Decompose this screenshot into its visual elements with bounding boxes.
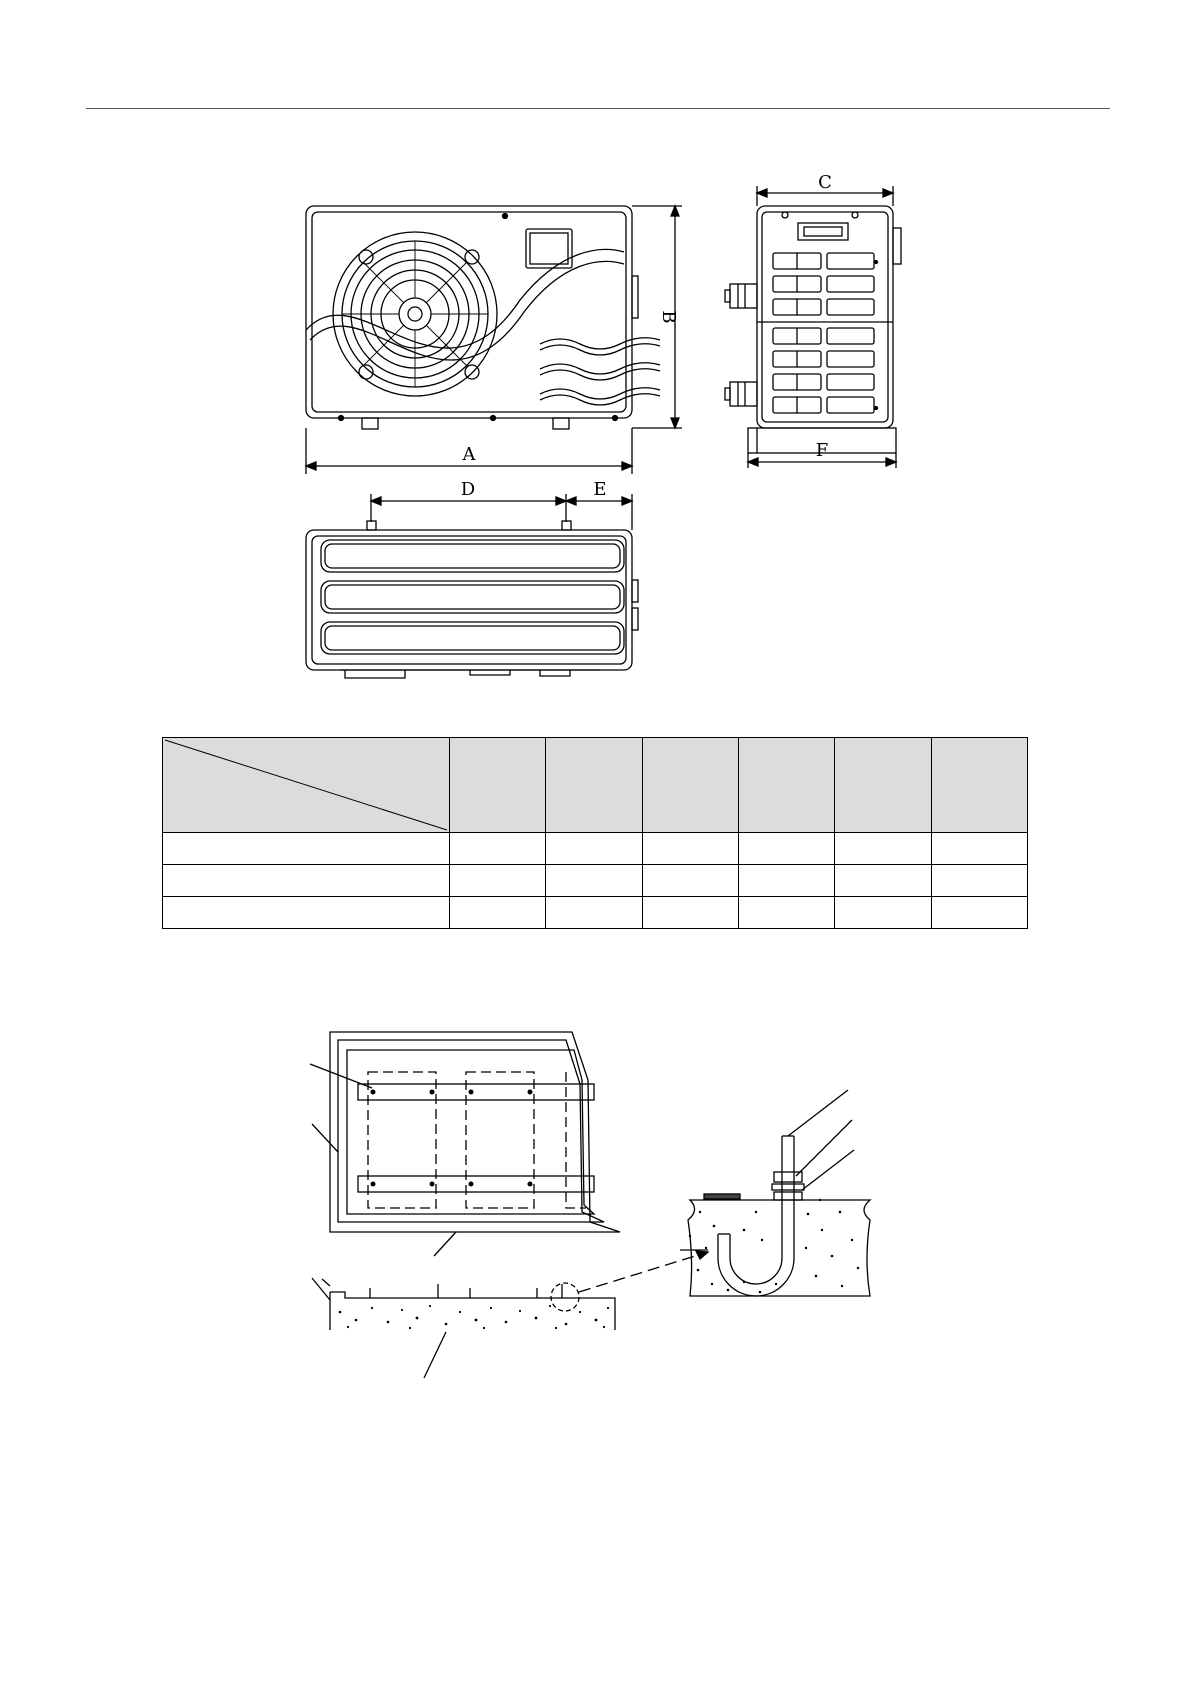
table-row (163, 833, 1028, 865)
table-cell (931, 865, 1027, 897)
water-outlet-connector (725, 382, 757, 406)
table-row (163, 865, 1028, 897)
table-cell (931, 833, 1027, 865)
table-header-cell (835, 738, 931, 833)
table-cell (835, 897, 931, 929)
table-cell (642, 865, 738, 897)
side-view (725, 206, 901, 453)
table-header-cell (738, 738, 834, 833)
detail-marker (551, 1283, 579, 1311)
table-cell (163, 897, 450, 929)
top-view (306, 521, 638, 678)
table-row (163, 897, 1028, 929)
table-cell (163, 833, 450, 865)
table-header-diagonal-cell (163, 738, 450, 833)
diagonal-line (163, 738, 449, 832)
table-cell (546, 833, 642, 865)
dimension-table (162, 737, 1028, 929)
table-header-cell (546, 738, 642, 833)
table-header-cell (642, 738, 738, 833)
table-cell (450, 897, 546, 929)
table-header-row (163, 738, 1028, 833)
table-cell (738, 865, 834, 897)
table-cell (738, 833, 834, 865)
water-inlet-connector (725, 284, 757, 308)
table-cell (738, 897, 834, 929)
mounting-pads (368, 1072, 586, 1208)
table-cell (642, 897, 738, 929)
table-cell (450, 865, 546, 897)
fan-guard (333, 232, 497, 396)
table-cell (450, 833, 546, 865)
dim-label-e: E (593, 479, 607, 500)
dim-label-f: F (815, 440, 829, 461)
dim-label-b: B (658, 310, 679, 324)
anchor-bolt-detail (680, 1090, 870, 1296)
table-cell (163, 865, 450, 897)
table-header-cell (931, 738, 1027, 833)
table-cell (835, 865, 931, 897)
side-grille (773, 253, 874, 413)
table-cell (546, 897, 642, 929)
foundation-section (312, 1251, 708, 1378)
front-view (306, 206, 660, 429)
table-cell (835, 833, 931, 865)
table-header-cell (450, 738, 546, 833)
table-cell (546, 865, 642, 897)
table-cell (931, 897, 1027, 929)
table-cell (642, 833, 738, 865)
foundation-plan (310, 1032, 620, 1256)
dim-label-d: D (460, 479, 476, 500)
control-panel-window (526, 229, 572, 268)
dim-label-a: A (462, 444, 476, 465)
dim-label-c: C (818, 172, 832, 193)
